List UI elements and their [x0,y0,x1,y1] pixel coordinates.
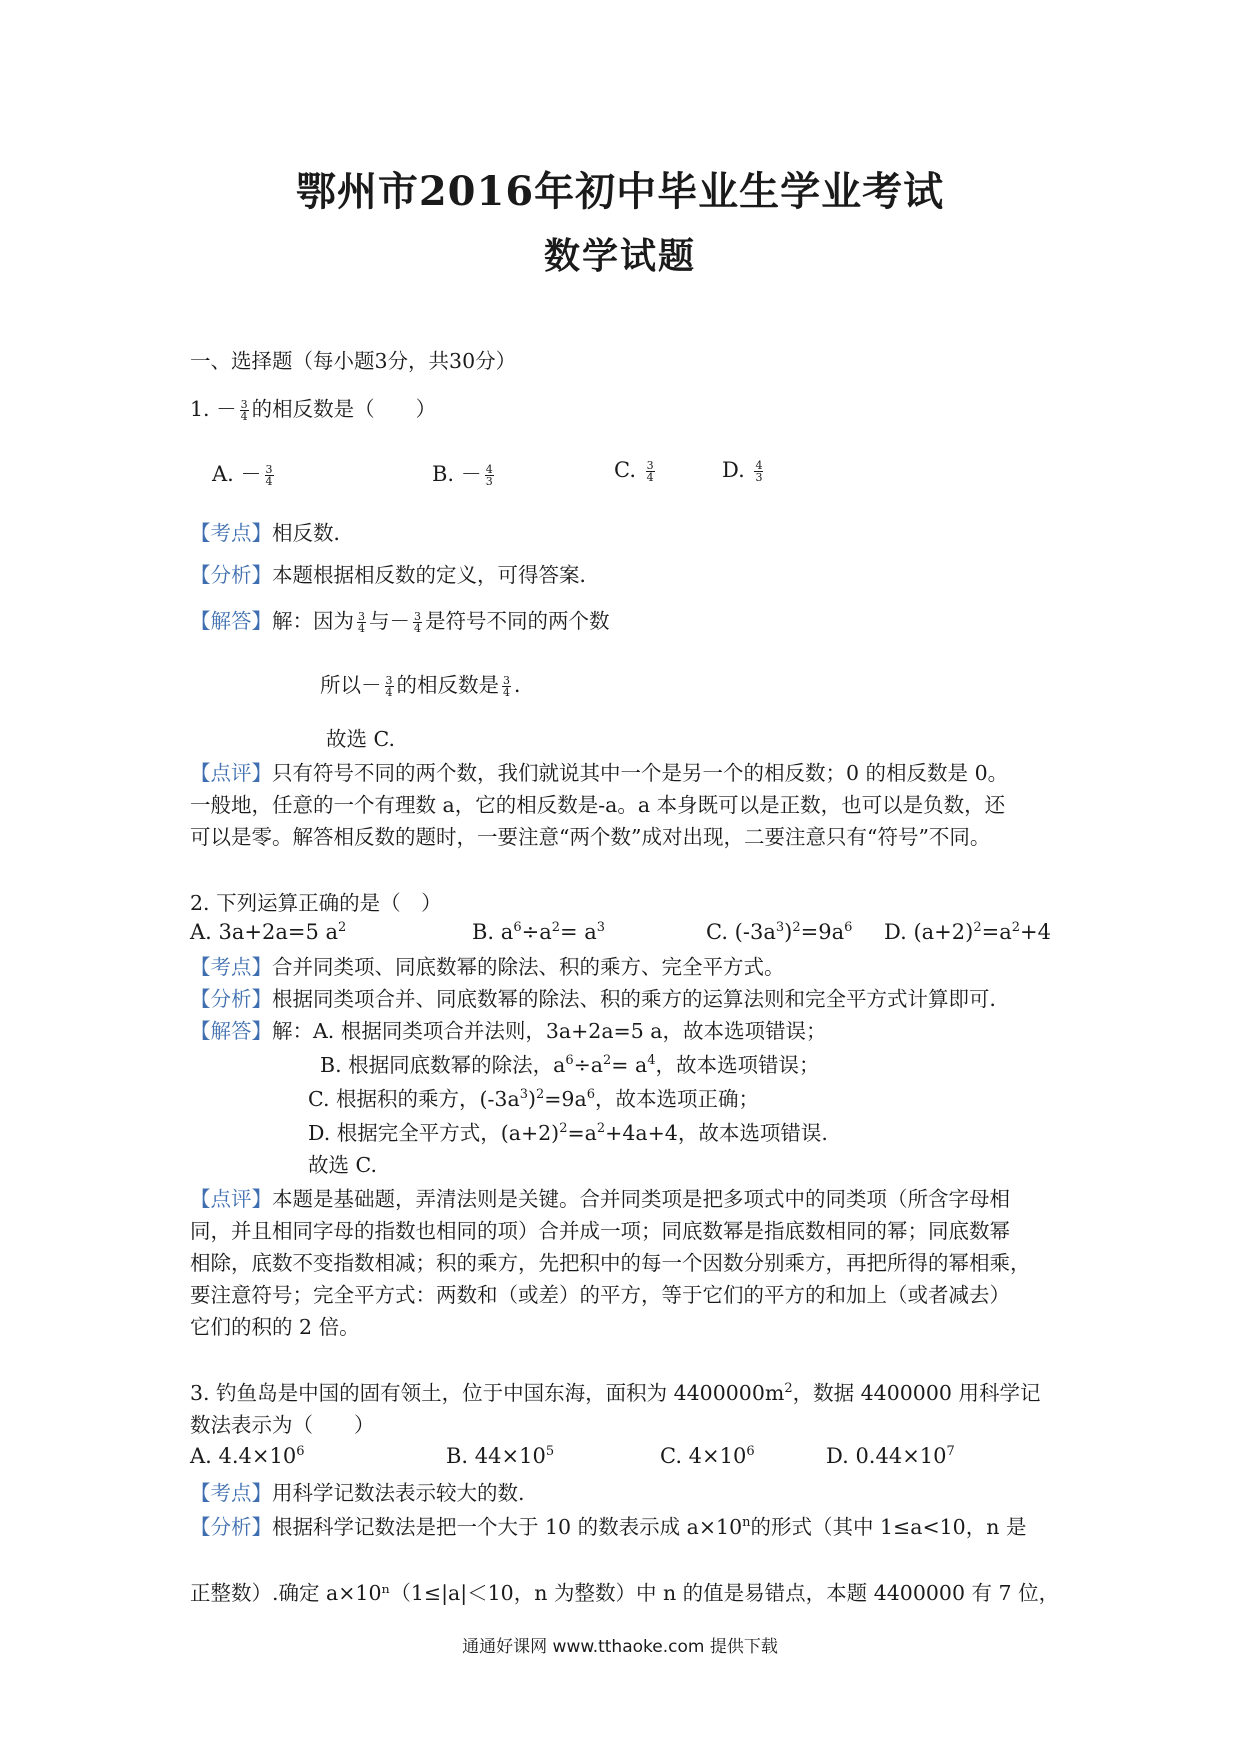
q3-option-b: B. $44\times 10^5$ [446,1444,555,1468]
q1-option-d: D. $\frac{4}{3}$ [722,458,763,484]
q1-jieda: 【解答】解：因为 $\frac{3}{4}$ 与－ $\frac{3}{4}$ 是符号不同的两个数 [190,609,610,635]
q2-fenxi: 【分析】根据同类项合并、同底数幂的除法、积的乘方的运算法则和完全平方式计算即可． [190,987,1010,1011]
q2-option-c: C. $(-3a^3)^2=9a^6$ [706,920,853,944]
q2-answer: 故选 C. [308,1153,377,1177]
q1-stem: 1. － $\frac{3}{4}$ 的相反数是（ ） [190,397,437,423]
q1-option-c: C. $\frac{3}{4}$ [614,458,654,484]
q1-answer: 故选 C. [326,727,395,751]
q2-kaodian: 【考点】合并同类项、同底数幂的除法、积的乘方、完全平方式。 [190,955,785,979]
section-heading: 一、选择题（每小题3分，共30分） [190,349,517,373]
fraction: $\frac{3}{4}$ [265,463,273,488]
q2-jieda: 【解答】解：A. 根据同类项合并法则，3a+2a=5 a，故本选项错误； [190,1019,827,1043]
q1-dianping: 【点评】只有符号不同的两个数，我们就说其中一个是另一个的相反数；0 的相反数是 0。 [190,761,1009,785]
q2-option-a: A. 3a+2a=5 $a^2$ [190,920,347,944]
q3-option-c: C. $4\times 10^6$ [660,1444,755,1468]
q1-dianping-line3: 可以是零。解答相反数的题时，一要注意“两个数”成对出现，二要注意只有“符号”不同。 [190,825,991,849]
fraction: $\frac{3}{4}$ [646,459,654,484]
exam-subtitle: 数学试题 [543,235,696,277]
q1-kaodian: 【考点】相反数． [190,521,354,545]
fraction: $\frac{3}{4}$ [385,674,393,699]
fraction: $\frac{3}{4}$ [358,610,365,635]
fraction: $\frac{4}{3}$ [755,459,763,484]
fraction: $\frac{3}{4}$ [240,398,248,423]
q3-fenxi: 【分析】根据科学记数法是把一个大于 10 的数表示成 $a\times 10^n$的形式（其中 1≤a<10，n 是 [190,1515,1027,1539]
q2-jieda-b: B. 根据同底数幂的除法，$a^6\div a^2= a^4$，故本选项错误； [320,1053,820,1077]
q3-option-a: A. $4.4\times 10^6$ [190,1444,305,1468]
q1-fenxi: 【分析】本题根据相反数的定义，可得答案． [190,563,600,587]
q2-jieda-d: D. 根据完全平方式，$(a+2)^2=a^2+4a+4$，故本选项错误. [308,1121,828,1145]
exam-title: 鄂州市2016年初中毕业生学业考试 [295,168,945,215]
q2-dianping: 【点评】本题是基础题，弄清法则是关键。合并同类项是把多项式中的同类项（所含字母相 [190,1187,1010,1211]
fraction: $\frac{3}{4}$ [414,610,421,635]
fraction: $\frac{4}{3}$ [485,463,493,488]
q2-jieda-c: C. 根据积的乘方，$(-3a^3)^2=9a^6$，故本选项正确； [308,1087,759,1111]
q2-dianping-line4: 要注意符号；完全平方式：两数和（或差）的平方，等于它们的平方的和加上（或者减去） [190,1283,1010,1307]
page-footer: 通通好课网 www.tthaoke.com 提供下载 [462,1637,778,1657]
q2-dianping-line2: 同，并且相同字母的指数也相同的项）合并成一项；同底数幂是指底数相同的幂；同底数幂 [190,1219,1010,1243]
q3-option-d: D. $0.44\times 10^7$ [826,1444,955,1468]
fraction: $\frac{3}{4}$ [503,674,510,699]
q3-stem-line2: 数法表示为（ ） [190,1413,375,1437]
q1-jieda-line2: 所以－ $\frac{3}{4}$ 的相反数是 $\frac{3}{4}$ ． [320,673,535,699]
q2-dianping-line5: 它们的积的 2 倍。 [190,1315,360,1339]
q1-dianping-line2: 一般地，任意的一个有理数 a，它的相反数是-a。a 本身既可以是正数，也可以是负数，还 [190,793,1006,817]
q2-dianping-line3: 相除，底数不变指数相减；积的乘方，先把积中的每一个因数分别乘方，再把所得的幂相乘， [190,1251,1031,1275]
q1-option-a: A. － $\frac{3}{4}$ [212,462,273,488]
q2-option-b: B. $a^6\div a^2= a^3$ [472,920,606,944]
q2-option-d: D. $(a+2)^2=a^2+4$ [884,920,1051,944]
q3-kaodian: 【考点】用科学记数法表示较大的数. [190,1481,525,1505]
q1-option-b: B. － $\frac{4}{3}$ [432,462,493,488]
q3-fenxi-line2: 正整数）.确定 a×10ⁿ（1≤|a|＜10，n 为整数）中 n 的值是易错点，本题 4400000 有 7 位， [190,1581,1060,1605]
q3-stem: 3. 钓鱼岛是中国的固有领土，位于中国东海，面积为 $4400000m^2$，数据 4400000 用科学记 [190,1381,1041,1405]
q2-stem: 2. 下列运算正确的是（ ） [190,891,442,915]
